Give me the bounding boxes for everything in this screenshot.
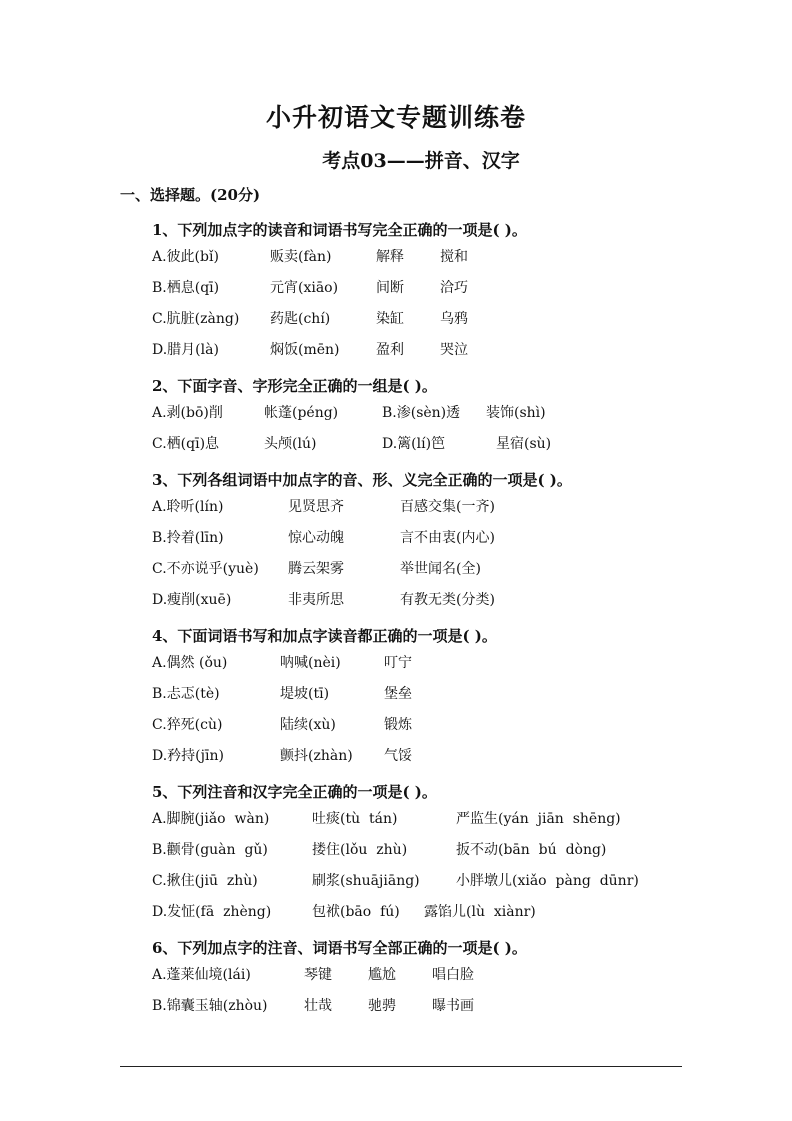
option-cell: 露馅儿(lù xiànr) bbox=[424, 904, 536, 920]
option-cell: A.聆听(lín) bbox=[152, 499, 224, 515]
option-row bbox=[152, 398, 752, 429]
option-row bbox=[152, 492, 752, 523]
option-cell: 堡垒 bbox=[384, 686, 412, 702]
option-cell: 惊心动魄 bbox=[288, 530, 344, 546]
option-cell: 哭泣 bbox=[440, 342, 468, 358]
option-cell: B.颧骨(guàn gǔ) bbox=[152, 842, 268, 858]
question-list bbox=[152, 210, 752, 1022]
option-cell: 非夷所思 bbox=[288, 592, 344, 608]
option-cell: 锻炼 bbox=[384, 717, 412, 733]
option-row bbox=[152, 804, 752, 835]
option-cell: 帐蓬(péng) bbox=[264, 405, 339, 421]
option-cell: B.锦囊玉轴(zhòu) bbox=[152, 998, 268, 1014]
section-heading: 一、选择题。(20分) bbox=[120, 186, 261, 204]
option-cell: 染缸 bbox=[376, 311, 404, 327]
option-cell: D.瘦削(xuē) bbox=[152, 592, 232, 608]
option-cell: A.彼此(bǐ) bbox=[152, 249, 219, 265]
option-cell: 乌鸦 bbox=[440, 311, 468, 327]
option-cell: 呐喊(nèi) bbox=[280, 655, 341, 671]
option-cell: 腾云架雾 bbox=[288, 561, 344, 577]
question-3 bbox=[152, 468, 752, 616]
option-cell: 尴尬 bbox=[368, 967, 396, 983]
option-cell: 壮哉 bbox=[304, 998, 332, 1014]
option-row bbox=[152, 991, 752, 1022]
option-row bbox=[152, 554, 752, 585]
question-stem: 1、下列加点字的读音和词语书写完全正确的一项是( )。 bbox=[152, 221, 527, 239]
option-cell: D.发怔(fā zhèng) bbox=[152, 904, 272, 920]
option-row bbox=[152, 835, 752, 866]
option-row bbox=[152, 648, 752, 679]
option-cell: 星宿(sù) bbox=[496, 436, 552, 452]
option-row bbox=[152, 679, 752, 710]
option-cell: 小胖墩儿(xiǎo pàng dūnr) bbox=[456, 873, 639, 889]
option-cell: 陆续(xù) bbox=[280, 717, 336, 733]
option-cell: B.渗(sèn)透 bbox=[382, 405, 461, 421]
question-stem: 4、下面词语书写和加点字读音都正确的一项是( )。 bbox=[152, 627, 497, 645]
option-cell: A.蓬莱仙境(lái) bbox=[152, 967, 251, 983]
option-cell: 曝书画 bbox=[432, 998, 474, 1014]
option-row bbox=[152, 741, 752, 772]
option-cell: 见贤思齐 bbox=[288, 499, 344, 515]
option-row bbox=[152, 866, 752, 897]
option-cell: D.矜持(jīn) bbox=[152, 748, 224, 764]
option-cell: D.篱(lí)笆 bbox=[382, 436, 446, 452]
option-row bbox=[152, 273, 752, 304]
option-cell: 刷浆(shuājiāng) bbox=[312, 873, 420, 889]
question-1 bbox=[152, 218, 752, 366]
question-stem: 5、下列注音和汉字完全正确的一项是( )。 bbox=[152, 783, 437, 801]
page-title: 小升初语文专题训练卷 bbox=[265, 103, 526, 132]
question-stem: 6、下列加点字的注音、词语书写全部正确的一项是( )。 bbox=[152, 939, 527, 957]
option-cell: C.揪住(jiū zhù) bbox=[152, 873, 258, 889]
option-cell: 间断 bbox=[376, 280, 404, 296]
option-cell: 焖饭(mēn) bbox=[270, 342, 340, 358]
option-cell: 驰骋 bbox=[368, 998, 396, 1014]
option-cell: 洽巧 bbox=[440, 280, 468, 296]
question-4 bbox=[152, 624, 752, 772]
option-cell: 头颅(lú) bbox=[264, 436, 317, 452]
option-cell: 百感交集(一齐) bbox=[400, 499, 495, 515]
option-cell: C.不亦说乎(yuè) bbox=[152, 561, 259, 577]
option-cell: A.脚腕(jiǎo wàn) bbox=[152, 811, 270, 827]
option-cell: 吐痰(tù tán) bbox=[312, 811, 398, 827]
option-row bbox=[152, 710, 752, 741]
option-cell: C.肮脏(zàng) bbox=[152, 311, 240, 327]
option-cell: 扳不动(bān bú dòng) bbox=[456, 842, 607, 858]
option-cell: 严监生(yán jiān shēng) bbox=[456, 811, 621, 827]
option-cell: 叮宁 bbox=[384, 655, 412, 671]
option-row bbox=[152, 242, 752, 273]
option-cell: 药匙(chí) bbox=[270, 311, 331, 327]
option-row bbox=[152, 304, 752, 335]
option-cell: 言不由衷(内心) bbox=[400, 530, 495, 546]
option-row bbox=[152, 523, 752, 554]
option-row bbox=[152, 429, 752, 460]
option-cell: 贩卖(fàn) bbox=[270, 249, 332, 265]
question-2 bbox=[152, 374, 752, 460]
option-cell: C.猝死(cù) bbox=[152, 717, 223, 733]
option-cell: B.拎着(līn) bbox=[152, 530, 224, 546]
option-row bbox=[152, 585, 752, 616]
option-cell: A.偶然 (ǒu) bbox=[152, 655, 228, 671]
option-row bbox=[152, 960, 752, 991]
option-cell: 包袱(bāo fú) bbox=[312, 904, 400, 920]
option-cell: B.忐忑(tè) bbox=[152, 686, 220, 702]
option-cell: 唱白脸 bbox=[432, 967, 474, 983]
question-stem: 2、下面字音、字形完全正确的一组是( )。 bbox=[152, 377, 437, 395]
option-row bbox=[152, 897, 752, 928]
option-cell: 堤坡(tī) bbox=[280, 686, 330, 702]
option-cell: 气馁 bbox=[384, 748, 412, 764]
page-subtitle: 考点03——拼音、汉字 bbox=[322, 150, 520, 172]
option-cell: D.腊月(là) bbox=[152, 342, 219, 358]
option-cell: C.栖(qī)息 bbox=[152, 436, 220, 452]
option-cell: 元宵(xiāo) bbox=[270, 280, 339, 296]
option-cell: 举世闻名(全) bbox=[400, 561, 481, 577]
option-cell: 解释 bbox=[376, 249, 404, 265]
question-5 bbox=[152, 780, 752, 928]
option-cell: 搂住(lǒu zhù) bbox=[312, 842, 408, 858]
option-cell: 有教无类(分类) bbox=[400, 592, 495, 608]
option-cell: 装饰(shì) bbox=[486, 405, 546, 421]
option-cell: 盈利 bbox=[376, 342, 404, 358]
option-cell: 颤抖(zhàn) bbox=[280, 748, 353, 764]
question-6 bbox=[152, 936, 752, 1022]
footer-divider bbox=[120, 1066, 682, 1067]
option-cell: 搅和 bbox=[440, 249, 468, 265]
option-row bbox=[152, 335, 752, 366]
question-stem: 3、下列各组词语中加点字的音、形、义完全正确的一项是( )。 bbox=[152, 471, 572, 489]
option-cell: B.栖息(qī) bbox=[152, 280, 220, 296]
option-cell: A.剥(bō)削 bbox=[152, 405, 223, 421]
option-cell: 琴键 bbox=[304, 967, 332, 983]
